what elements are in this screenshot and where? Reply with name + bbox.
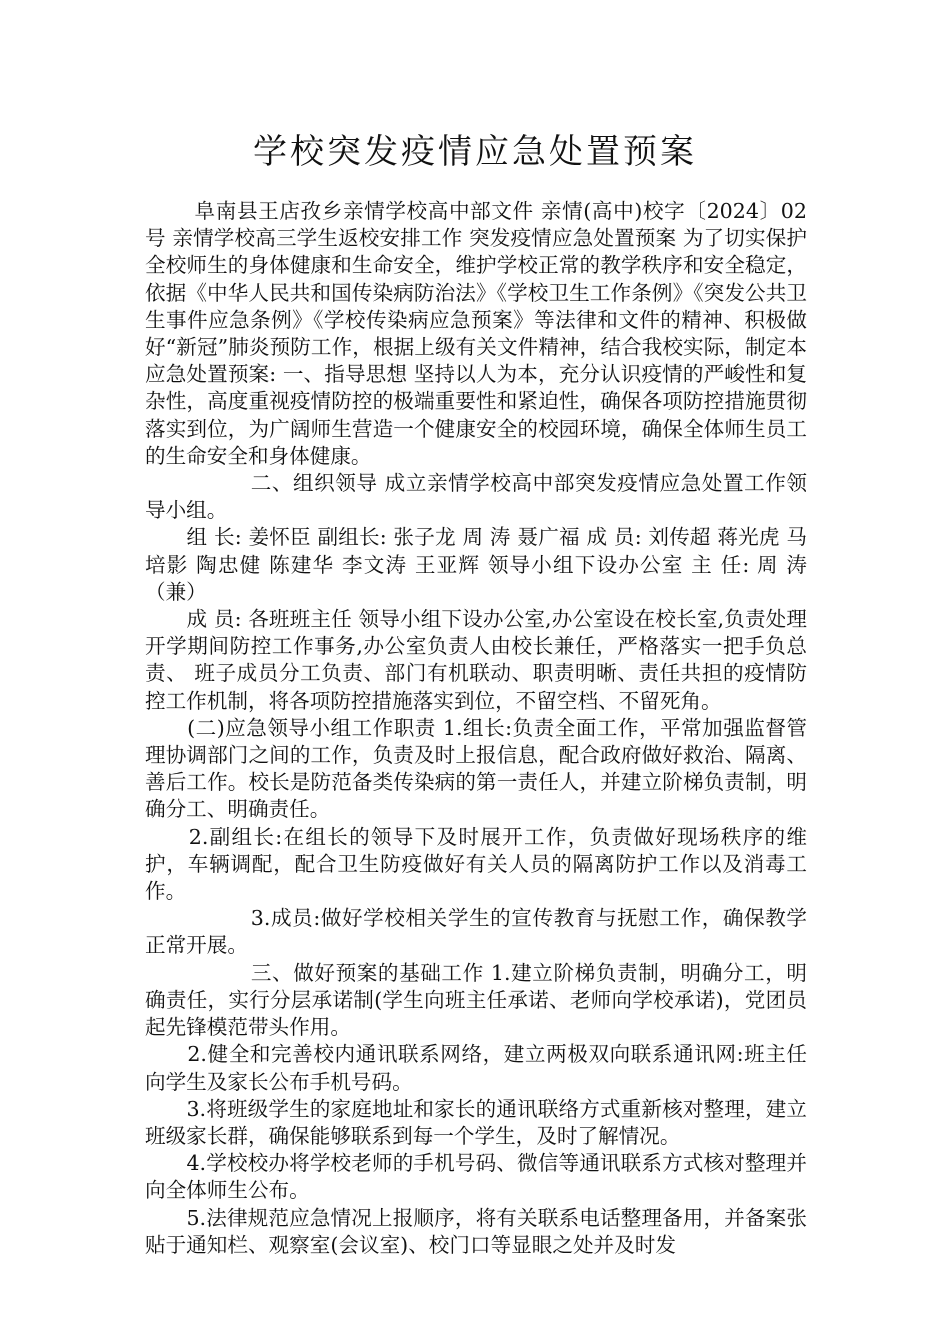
paragraph-leaders: 组 长: 姜怀臣 副组长: 张子龙 周 涛 聂广福 成 员: 刘传超 蒋光虎 马培影 陶忠健 陈建华 李文涛 王亚辉 领导小组下设办公室 主 任: 周 涛（兼）	[145, 525, 807, 604]
document-body	[145, 198, 807, 1259]
paragraph-intro: 阜南县王店孜乡亲情学校高中部文件 亲情(高中)校字〔2024〕02号 亲情学校高三学生返校安排工作 突发疫情应急处置预案 为了切实保护全校师生的身体健康和生命安全，维护学校正常的教学秩序和安全稳定，依据《中华人民共和国传染病防治法》《学校卫生工作条例》《突发公共卫生事件应急条例》《学校传染病应急预案》等法律和文件的精神、积极做好“新冠”肺炎预防工作，根据上级有关文件精神，结合我校实际，制定本应急处置预案: 一、指导思想 坚持以人为本，充分认识疫情的严峻性和复杂性，高度重视疫情防控的极端重要性和紧迫性，确保各项防控措施贯彻落实到位，为广阔师生营造一个健康安全的校园环境，确保全体师生员工的生命安全和身体健康。	[145, 199, 807, 468]
paragraph-duties-leader: (二)应急领导小组工作职责 1.组长:负责全面工作，平常加强监督管理协调部门之间的工作，负责及时上报信息，配合政府做好救治、隔离、善后工作。校长是防范备类传染病的第一责任人，并建立阶梯负责制，明确分工、明确责任。	[145, 715, 807, 822]
document-title: 学校突发疫情应急处置预案	[253, 132, 697, 172]
paragraph-members: 成 员: 各班班主任 领导小组下设办公室,办公室设在校长室,负责处理开学期间防控工作事务,办公室负责人由校长兼任，严格落实一把手负总责、 班子成员分工负责、部门有机联动、职责明晰、责任共担的疫情防控工作机制，将各项防控措施落实到位，不留空档、不留死角。	[145, 607, 807, 713]
paragraph-basic-work: 三、做好预案的基础工作 1.建立阶梯负责制，明确分工，明确责任，实行分层承诺制(学生向班主任承诺、老师向学校承诺)，党团员起先锋模范带头作用。	[145, 960, 807, 1040]
paragraph-item-5: 5.法律规范应急情况上报顺序，将有关联系电话整理备用，并备案张贴于通知栏、观察室(会议室)、校门口等显眼之处并及时发	[145, 1205, 807, 1257]
paragraph-duties-members: 3.成员:做好学校相关学生的宣传教育与抚慰工作，确保教学正常开展。	[145, 906, 807, 958]
paragraph-item-3: 3.将班级学生的家庭地址和家长的通讯联络方式重新核对整理，建立班级家长群，确保能够联系到每一个学生，及时了解情况。	[145, 1096, 807, 1148]
paragraph-item-4: 4.学校校办将学校老师的手机号码、微信等通讯联系方式核对整理并向全体师生公布。	[145, 1151, 807, 1203]
paragraph-item-2: 2.健全和完善校内通讯联系网络，建立两极双向联系通讯网:班主任向学生及家长公布手机号码。	[145, 1042, 807, 1094]
paragraph-organization: 二、组织领导 成立亲情学校高中部突发疫情应急处置工作领导小组。	[145, 471, 807, 523]
paragraph-duties-deputy: 2.副组长:在组长的领导下及时展开工作，负责做好现场秩序的维护，车辆调配，配合卫生防疫做好有关人员的隔离防护工作以及消毒工作。	[145, 824, 807, 904]
